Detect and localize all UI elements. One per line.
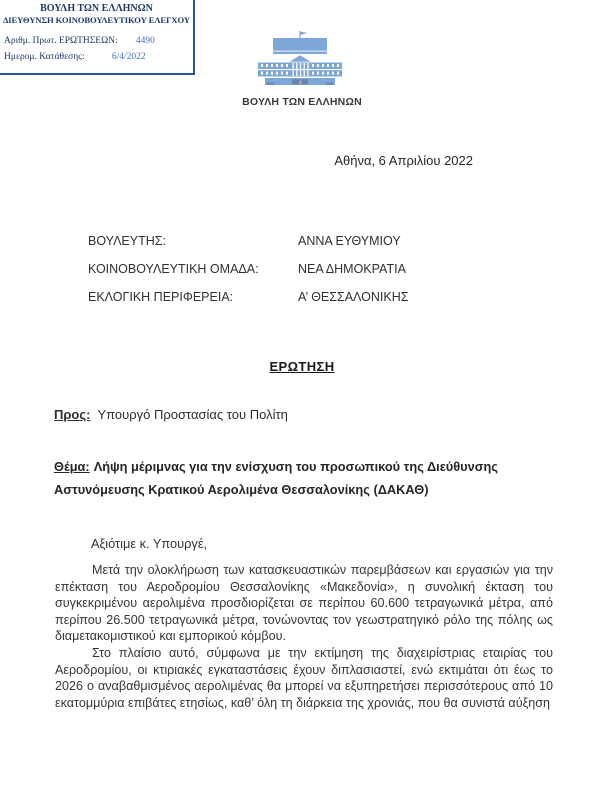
addressee-label: Προς:: [54, 407, 91, 422]
member-info: [88, 234, 558, 318]
question-heading: ΕΡΩΤΗΣΗ: [269, 359, 335, 374]
protocol-number-row: [4, 35, 173, 47]
protocol-box-org-line1: ΒΟΥΛΗ ΤΩΝ ΕΛΛΗΝΩΝ: [40, 3, 153, 14]
body-paragraph-1: Μετά την ολοκλήρωση των κατασκευαστικών παρεμβάσεων και εργασιών για την επέκταση του Αεροδρομίου Θεσσαλονίκης «Μακεδονία», η συνολική έκταση του συγκεκριμένου αερολιμένα προσδιορίζεται σε περίπου 60.600 τετραγωνικά μέτρα, από περίπου 26.500 τετραγωνικά μέτρα, τονώνοντας τον γεωστρατηγικό ρόλο της πόλης ως διαμετακομιστικού και εμπορικού κόμβου.: [55, 563, 553, 644]
member-info-row-electoral-district: [88, 290, 558, 318]
body-paragraph-2: Στο πλαίσιο αυτό, σύμφωνα με την εκτίμηση της διαχειρίστριας εταιρίας του Αεροδρομίου, οι κτιριακές εγκαταστάσεις έχουν διπλασιαστεί, ενώ εκτιμάται ότι έως το 2026 ο αναβαθμισμένος αερολιμένας θα μπορεί να εξυπηρετήσει περισσότερους από 10 εκατομμύρια επιβάτες ετησίως, καθ’ όλη τη διάρκεια της χρονιάς, που θα συνιστά αύξηση: [55, 645, 553, 710]
member-info-row-parliamentary-group: [88, 262, 558, 290]
electoral-district-label: ΕΚΛΟΓΙΚΗ ΠΕΡΙΦΕΡΕΙΑ:: [88, 290, 234, 304]
deposit-date-value: 6/4/2022: [111, 52, 146, 62]
salutation: Αξιότιμε κ. Υπουργέ,: [91, 536, 208, 551]
parliamentary-group-value: ΝΕΑ ΔΗΜΟΚΡΑΤΙΑ: [298, 262, 406, 276]
letter-body: [55, 562, 553, 711]
addressee-value: Υπουργό Προστασίας του Πολίτη: [97, 407, 288, 422]
protocol-box-org-line2: ΔΙΕΥΘΥΝΣΗ ΚΟΙΝΟΒΟΥΛΕΥΤΙΚΟΥ ΕΛΕΓΧΟΥ: [2, 15, 191, 25]
protocol-number-label: Αριθμ. Πρωτ. ΕΡΩΤΗΣΕΩΝ:: [4, 36, 118, 46]
deputy-value: ΑΝΝΑ ΕΥΘΥΜΙΟΥ: [298, 234, 401, 248]
electoral-district-value: Α’ ΘΕΣΣΑΛΟΝΙΚΗΣ: [298, 290, 409, 304]
protocol-box: [0, 0, 195, 75]
protocol-box-rows: [0, 35, 193, 63]
emblem-caption: ΒΟΥΛΗ ΤΩΝ ΕΛΛΗΝΩΝ: [242, 96, 362, 108]
deposit-date-row: [4, 51, 173, 63]
protocol-number-value: 4490: [135, 36, 155, 46]
document-date: Αθήνα, 6 Απριλίου 2022: [334, 153, 473, 168]
deputy-label: ΒΟΥΛΕΥΤΗΣ:: [88, 234, 166, 248]
member-info-row-deputy: [88, 234, 558, 262]
addressee-line: [54, 407, 288, 422]
subject-line: [54, 455, 554, 501]
parliament-emblem-icon: [258, 31, 342, 88]
parliamentary-group-label: ΚΟΙΝΟΒΟΥΛΕΥΤΙΚΗ ΟΜΑΔΑ:: [88, 262, 259, 276]
subject-value: Λήψη μέριμνας για την ενίσχυση του προσωπικού της Διεύθυνσης Αστυνόμευσης Κρατικού Αερολιμένα Θεσσαλονίκης (ΔΑΚΑΘ): [54, 459, 498, 497]
subject-label: Θέμα:: [54, 459, 90, 474]
deposit-date-label: Ημερομ. Κατάθεσης:: [4, 52, 85, 62]
